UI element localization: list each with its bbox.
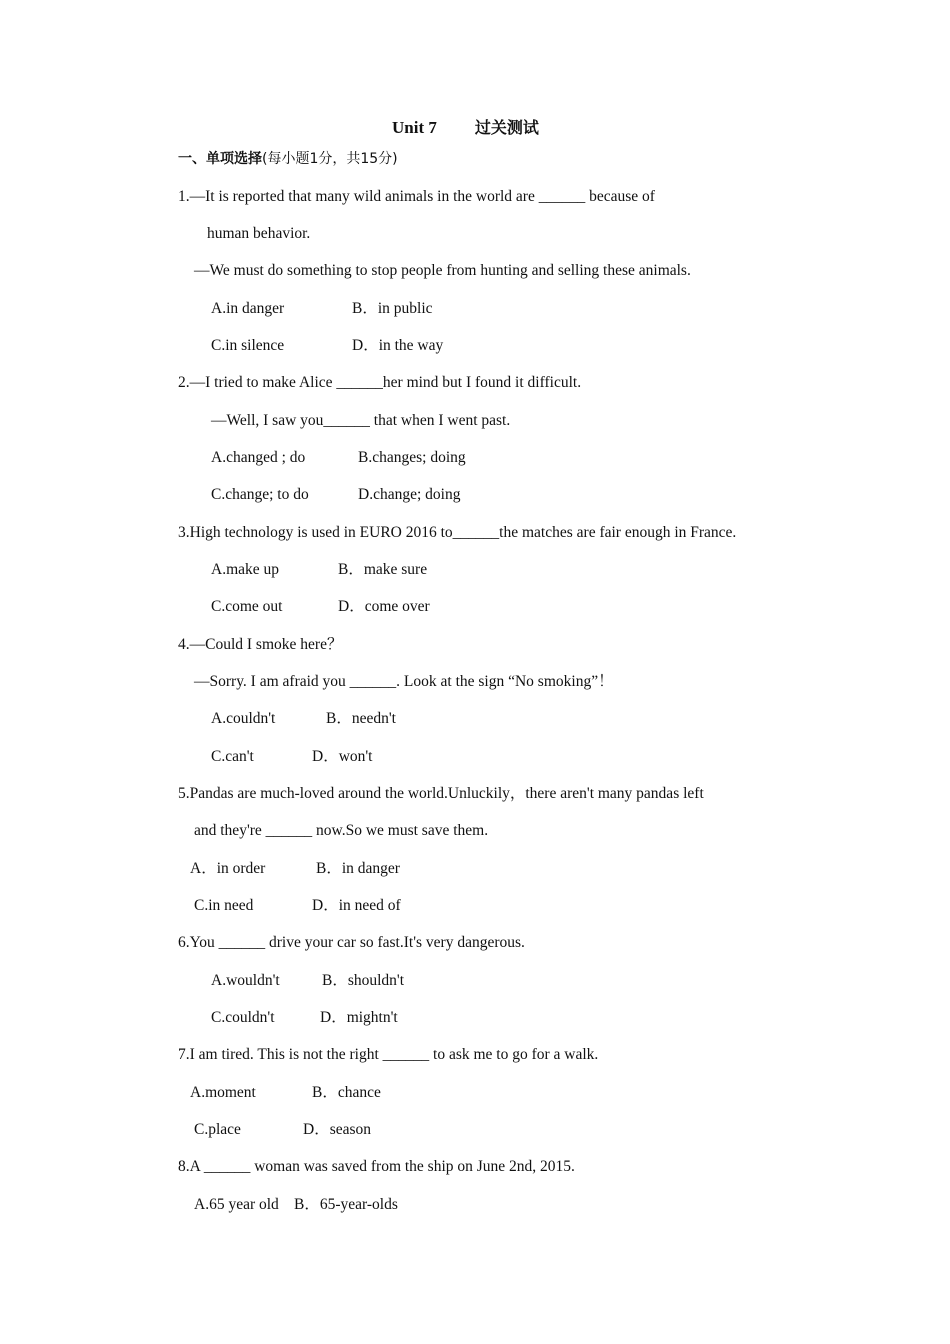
question-3-option-c: C.come out [211, 598, 283, 615]
question-6-option-d: D．mightn't [320, 1009, 398, 1026]
question-7-stem: 7.I am tired. This is not the right ______ to ask me to go for a walk. [178, 1046, 599, 1063]
section-heading [178, 149, 398, 169]
question-5-stem: 5.Pandas are much-loved around the world.Unluckily，there aren't many pandas left [178, 785, 704, 802]
question-2-option-b: B.changes; doing [358, 449, 466, 466]
question-2-option-a: A.changed ; do [211, 449, 306, 466]
question-3-option-b: B．make sure [338, 561, 428, 578]
question-4-option-b: B．needn't [326, 710, 396, 727]
question-1-option-a: A.in danger [211, 300, 285, 317]
question-7-option-a: A.moment [190, 1084, 256, 1101]
question-1-option-d: D．in the way [352, 337, 444, 354]
question-1-reply: —We must do something to stop people from hunting and selling these animals. [194, 262, 691, 279]
question-4-option-c: C.can't [211, 748, 254, 765]
question-5-option-c: C.in need [194, 897, 254, 914]
question-2-stem: 2.—I tried to make Alice ______her mind but I found it difficult. [178, 374, 582, 391]
question-6-option-c: C.couldn't [211, 1009, 275, 1026]
section-note: (每小题1分，共15分) [262, 151, 398, 167]
question-1-stem: 1.—It is reported that many wild animals in the world are ______ because of [178, 188, 655, 205]
section-label: 一、单项选择 [178, 151, 262, 167]
question-4-stem: 4.—Could I smoke here？ [178, 636, 343, 653]
question-5-option-b: B．in danger [316, 860, 400, 877]
question-5-stem-cont: and they're ______ now.So we must save them. [194, 822, 489, 839]
question-6-option-a: A.wouldn't [211, 972, 280, 989]
unit-label: Unit 7 [392, 118, 437, 137]
page-title [392, 118, 539, 138]
question-2-option-c: C.change; to do [211, 486, 309, 503]
question-8-option-a: A.65 year old [194, 1196, 279, 1213]
question-3-stem: 3.High technology is used in EURO 2016 to______the matches are fair enough in France. [178, 524, 737, 541]
question-8-option-b: B．65-year-olds [294, 1196, 398, 1213]
question-4-option-d: D．won't [312, 748, 373, 765]
question-6-option-b: B．shouldn't [322, 972, 405, 989]
question-8-stem: 8.A ______ woman was saved from the ship on June 2nd, 2015. [178, 1158, 575, 1175]
question-4-option-a: A.couldn't [211, 710, 276, 727]
title-cn: 过关测试 [474, 118, 539, 137]
question-1-option-c: C.in silence [211, 337, 285, 354]
question-7-option-b: B．chance [312, 1084, 381, 1101]
question-1-option-b: B．in public [352, 300, 433, 317]
question-1-stem-cont: human behavior. [207, 225, 311, 242]
question-2-reply: —Well, I saw you______ that when I went past. [211, 412, 511, 429]
question-3-option-a: A.make up [211, 561, 280, 578]
question-2-option-d: D.change; doing [358, 486, 461, 503]
question-6-stem: 6.You ______ drive your car so fast.It's very dangerous. [178, 934, 525, 951]
question-5-option-d: D．in need of [312, 897, 401, 914]
question-7-option-d: D．season [303, 1121, 372, 1138]
question-3-option-d: D．come over [338, 598, 430, 615]
question-5-option-a: A．in order [190, 860, 266, 877]
question-7-option-c: C.place [194, 1121, 241, 1138]
question-4-reply: —Sorry. I am afraid you ______. Look at the sign “No smoking”！ [194, 673, 614, 690]
